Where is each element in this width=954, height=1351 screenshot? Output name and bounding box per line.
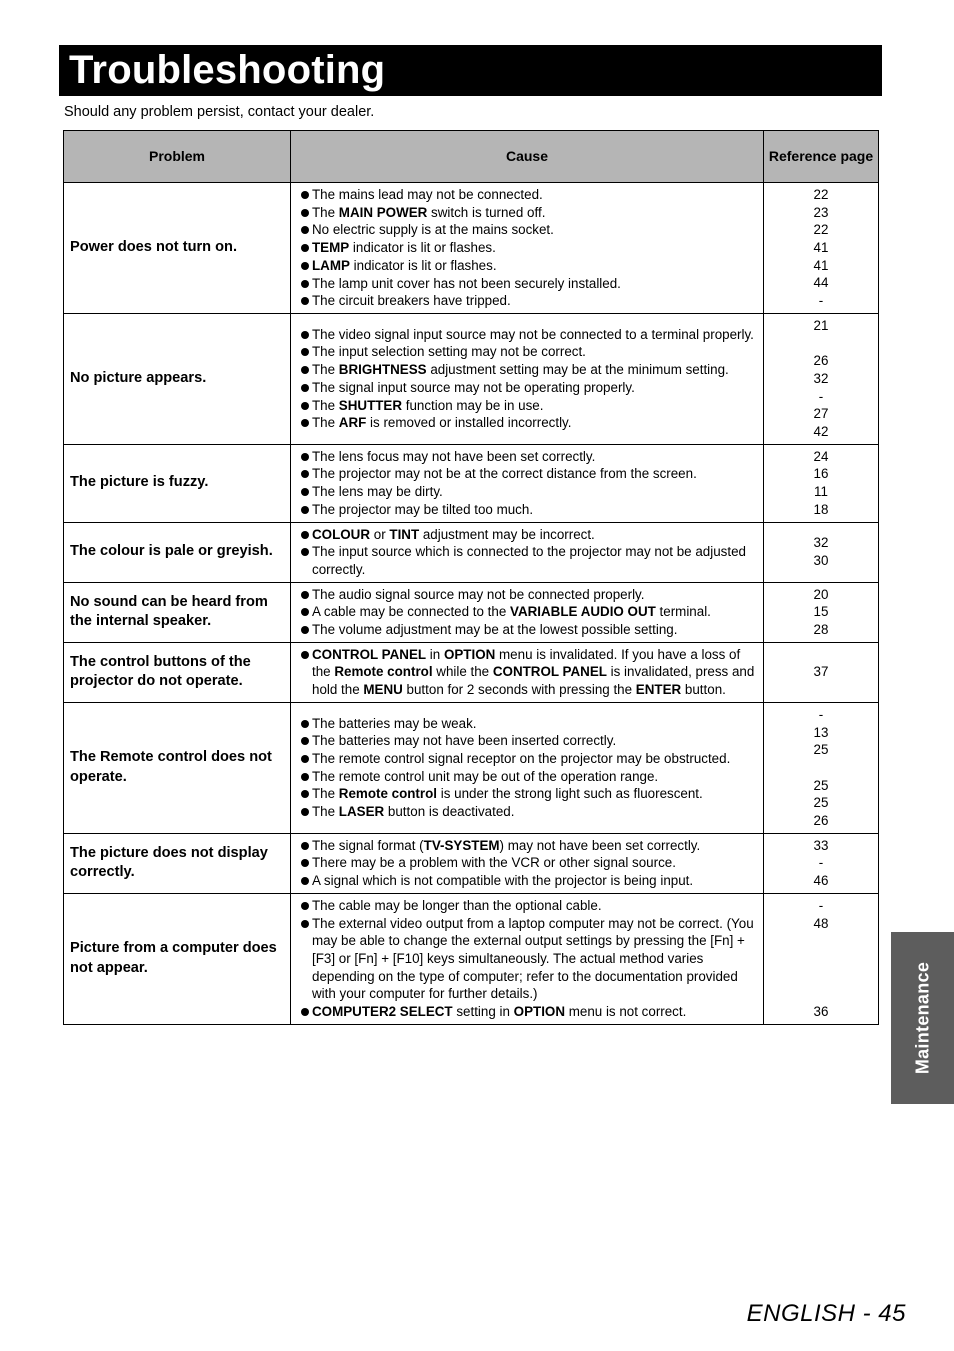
cause-text: menu is not correct.: [565, 1004, 687, 1020]
cause-keyword: SHUTTER: [338, 397, 403, 413]
cause-text: The lens focus may not have been set correctly.: [312, 448, 596, 464]
problem-cell: The picture does not display correctly.: [64, 833, 291, 893]
reference-page-number: 26: [813, 813, 829, 828]
cause-item: [301, 603, 757, 621]
reference-page-number: 22: [813, 222, 829, 238]
cause-text: The video signal input source may not be connected to a terminal properly.: [312, 326, 754, 342]
cause-list: [301, 837, 757, 890]
problem-cell: Power does not turn on.: [64, 183, 291, 314]
cause-text: is under the strong light such as fluorescent.: [437, 786, 703, 802]
cause-text: The lens may be dirty.: [312, 484, 443, 500]
cause-item: [301, 186, 757, 204]
reference-page-number: 32: [813, 535, 829, 551]
cause-item: [301, 1003, 757, 1021]
cause-item: [301, 785, 757, 803]
reference-page-number: 25: [813, 742, 829, 758]
cause-text: while the: [432, 664, 493, 680]
table-body: [64, 183, 879, 1025]
reference-page-number: 30: [813, 553, 829, 569]
cause-cell: [291, 183, 764, 314]
reference-page-number: 11: [814, 484, 828, 500]
section-tab-label: Maintenance: [912, 961, 932, 1075]
cause-text: The external video output from a laptop computer may not be correct. (You may be able to change the external output settings by pressing the [Fn] + [F3] or [Fn] + [F10] keys simultaneously. The actual method varies depending on the type of computer; refer to the documentation provided with your computer for further details.): [312, 915, 754, 1002]
reference-cell: [764, 522, 879, 582]
cause-cell: [291, 582, 764, 642]
cause-text: button is deactivated.: [384, 804, 515, 820]
header-cause: Cause: [291, 131, 764, 183]
header-reference-page: Reference page: [764, 131, 879, 183]
reference-page-number: 18: [813, 501, 829, 517]
table-row: [64, 702, 879, 833]
cause-text: setting in: [452, 1004, 514, 1020]
reference-page-number: 41: [813, 240, 829, 256]
cause-cell: [291, 444, 764, 522]
cause-text: is invalidated, press and hold the: [312, 664, 755, 698]
reference-cell: [764, 702, 879, 833]
cause-text: The circuit breakers have tripped.: [312, 293, 511, 309]
cause-item: [301, 854, 757, 872]
cause-item: [301, 715, 757, 733]
cause-text: terminal.: [655, 604, 711, 620]
reference-page-number: -: [818, 293, 824, 309]
cause-keyword: LASER: [338, 804, 385, 820]
cause-text: button.: [681, 682, 726, 698]
cause-item: [301, 872, 757, 890]
footer-label: ENGLISH - 45: [746, 1300, 906, 1327]
cause-text: The projector may not be at the correct distance from the screen.: [312, 466, 697, 482]
cause-text: in: [426, 646, 444, 662]
table-row: [64, 642, 879, 702]
cause-text: The signal input source may not be operating properly.: [312, 379, 635, 395]
table-header-row: [64, 131, 879, 183]
cause-item: [301, 204, 757, 222]
cause-keyword: Remote control: [334, 664, 433, 680]
cause-keyword: Remote control: [338, 786, 438, 802]
reference-page-number: [764, 950, 878, 968]
cause-item: [301, 750, 757, 768]
reference-cell: [764, 642, 879, 702]
cause-text: No electric supply is at the mains socket.: [312, 222, 554, 238]
cause-list: [301, 326, 757, 432]
reference-page-number: 25: [813, 795, 829, 811]
reference-cell: [764, 893, 879, 1024]
cause-keyword: TINT: [389, 526, 420, 542]
cause-item: [301, 221, 757, 239]
reference-page-number: 16: [813, 466, 829, 482]
cause-text: The audio signal source may not be connected properly.: [312, 586, 645, 602]
cause-text: A cable may be connected to the: [312, 604, 511, 620]
cause-text: adjustment may be incorrect.: [419, 526, 595, 542]
reference-page-number: [764, 968, 878, 986]
table-row: [64, 313, 879, 444]
cause-item: [301, 397, 757, 415]
cause-list: [301, 186, 757, 310]
cause-keyword: TV-SYSTEM: [423, 837, 500, 853]
troubleshooting-table: [63, 130, 879, 1025]
cause-keyword: CONTROL PANEL: [492, 664, 607, 680]
cause-keyword: MENU: [363, 682, 403, 698]
cause-list: [301, 448, 757, 519]
reference-cell: [764, 444, 879, 522]
reference-page-number: -: [818, 897, 824, 913]
cause-text: The input selection setting may not be correct.: [312, 344, 586, 360]
problem-cell: No sound can be heard from the internal speaker.: [64, 582, 291, 642]
cause-keyword: COMPUTER2 SELECT: [312, 1004, 453, 1020]
reference-page-number: [764, 985, 878, 1003]
cause-item: [301, 897, 757, 915]
cause-item: [301, 646, 757, 699]
cause-text: function may be in use.: [402, 397, 544, 413]
cause-text: ) may not have been set correctly.: [499, 837, 701, 853]
table-row: [64, 444, 879, 522]
cause-cell: [291, 893, 764, 1024]
reference-page-number: -: [818, 388, 824, 404]
cause-text: The projector may be tilted too much.: [312, 501, 534, 517]
cause-cell: [291, 702, 764, 833]
problem-cell: Picture from a computer does not appear.: [64, 893, 291, 1024]
cause-text: The input source which is connected to the projector may not be adjusted correctly.: [312, 544, 746, 577]
reference-cell: [764, 183, 879, 314]
reference-page-number: 44: [813, 275, 829, 291]
problem-cell: The colour is pale or greyish.: [64, 522, 291, 582]
cause-keyword: LAMP: [312, 257, 350, 273]
reference-page-number: 27: [813, 406, 829, 422]
cause-list: [301, 646, 757, 699]
reference-page-number: 23: [813, 204, 829, 220]
reference-page-number: [764, 932, 878, 950]
cause-item: [301, 483, 757, 501]
cause-text: The: [312, 786, 339, 802]
cause-item: [301, 837, 757, 855]
cause-item: [301, 343, 757, 361]
cause-text: The: [312, 415, 339, 431]
cause-text: adjustment setting may be at the minimum setting.: [426, 362, 729, 378]
cause-item: [301, 501, 757, 519]
reference-page-number: 33: [813, 837, 829, 853]
problem-cell: The picture is fuzzy.: [64, 444, 291, 522]
cause-text: The batteries may be weak.: [312, 715, 477, 731]
table-row: [64, 893, 879, 1024]
reference-page-number: 36: [813, 1003, 829, 1019]
cause-keyword: CONTROL PANEL: [312, 646, 427, 662]
cause-text: indicator is lit or flashes.: [349, 240, 496, 256]
reference-page-number: 37: [813, 664, 829, 680]
reference-page-number: 22: [813, 187, 829, 203]
cause-item: [301, 239, 757, 257]
cause-item: [301, 732, 757, 750]
cause-text: The cable may be longer than the optional cable.: [312, 897, 602, 913]
reference-page-number: 48: [813, 915, 829, 931]
cause-text: The: [312, 362, 339, 378]
cause-text: The remote control unit may be out of the operation range.: [312, 768, 659, 784]
reference-page-number: 20: [813, 586, 829, 602]
cause-text: button for 2 seconds with pressing the: [402, 682, 636, 698]
reference-page-number: [764, 335, 878, 353]
cause-text: is removed or installed incorrectly.: [366, 415, 572, 431]
cause-text: The lamp unit cover has not been securely installed.: [312, 275, 621, 291]
reference-page-number: [764, 759, 878, 777]
cause-text: menu is invalidated. If you have a loss of the: [312, 646, 741, 680]
cause-cell: [291, 522, 764, 582]
reference-page-number: 28: [813, 622, 829, 638]
cause-text: or: [370, 526, 390, 542]
cause-cell: [291, 642, 764, 702]
cause-list: [301, 526, 757, 579]
cause-keyword: TEMP: [312, 240, 350, 256]
cause-list: [301, 586, 757, 639]
reference-page-number: 42: [813, 424, 829, 440]
section-tab-maintenance: [891, 932, 954, 1104]
cause-item: [301, 361, 757, 379]
cause-item: [301, 275, 757, 293]
cause-keyword: OPTION: [513, 1004, 566, 1020]
reference-page-number: 24: [813, 448, 829, 464]
reference-page-number: 21: [813, 317, 829, 333]
cause-item: [301, 586, 757, 604]
table-row: [64, 582, 879, 642]
cause-item: [301, 543, 757, 578]
reference-page-number: 26: [813, 353, 829, 369]
cause-item: [301, 326, 757, 344]
cause-text: The volume adjustment may be at the lowest possible setting.: [312, 622, 678, 638]
cause-item: [301, 414, 757, 432]
reference-cell: [764, 833, 879, 893]
cause-item: [301, 768, 757, 786]
problem-cell: The control buttons of the projector do not operate.: [64, 642, 291, 702]
intro-text: Should any problem persist, contact your dealer.: [64, 104, 375, 120]
reference-page-number: 41: [813, 257, 829, 273]
cause-list: [301, 897, 757, 1021]
problem-cell: No picture appears.: [64, 313, 291, 444]
reference-page-number: 25: [813, 777, 829, 793]
cause-text: The: [312, 804, 339, 820]
cause-text: indicator is lit or flashes.: [349, 257, 497, 273]
reference-page-number: 46: [813, 873, 829, 889]
cause-item: [301, 257, 757, 275]
cause-item: [301, 915, 757, 1004]
table-row: [64, 833, 879, 893]
cause-keyword: VARIABLE AUDIO OUT: [510, 604, 656, 620]
header-problem: Problem: [64, 131, 291, 183]
cause-cell: [291, 833, 764, 893]
cause-text: The batteries may not have been inserted correctly.: [312, 733, 617, 749]
page-footer: [747, 1300, 906, 1328]
cause-text: The remote control signal receptor on the projector may be obstructed.: [312, 751, 731, 767]
cause-list: [301, 715, 757, 821]
reference-cell: [764, 582, 879, 642]
cause-text: The signal format (: [312, 837, 424, 853]
cause-item: [301, 803, 757, 821]
reference-page-number: 13: [813, 724, 829, 740]
cause-text: switch is turned off.: [427, 204, 546, 220]
table-row: [64, 183, 879, 314]
cause-text: The: [312, 204, 339, 220]
reference-cell: [764, 313, 879, 444]
cause-keyword: BRIGHTNESS: [338, 362, 427, 378]
cause-item: [301, 292, 757, 310]
cause-text: There may be a problem with the VCR or other signal source.: [312, 855, 676, 871]
cause-text: A signal which is not compatible with the projector is being input.: [312, 873, 694, 889]
cause-keyword: MAIN POWER: [338, 204, 428, 220]
reference-page-number: 32: [813, 370, 829, 386]
cause-item: [301, 526, 757, 544]
cause-text: The: [312, 397, 339, 413]
cause-keyword: OPTION: [443, 646, 496, 662]
reference-page-number: 15: [813, 604, 829, 620]
cause-keyword: COLOUR: [312, 526, 371, 542]
problem-cell: The Remote control does not operate.: [64, 702, 291, 833]
reference-page-number: -: [818, 706, 824, 722]
cause-item: [301, 379, 757, 397]
cause-item: [301, 465, 757, 483]
table-row: [64, 522, 879, 582]
cause-item: [301, 448, 757, 466]
cause-cell: [291, 313, 764, 444]
cause-item: [301, 621, 757, 639]
cause-keyword: ARF: [338, 415, 367, 431]
cause-text: The mains lead may not be connected.: [312, 187, 543, 202]
reference-page-number: -: [818, 855, 824, 871]
cause-keyword: ENTER: [635, 682, 682, 698]
page-title: Troubleshooting: [59, 45, 882, 96]
